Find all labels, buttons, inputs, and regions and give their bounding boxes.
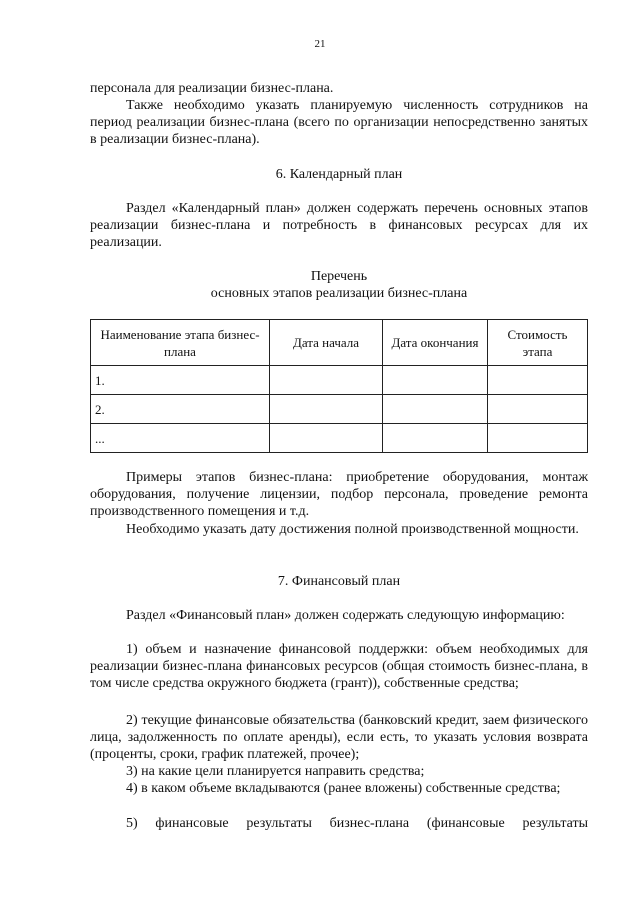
paragraph-full-capacity: Необходимо указать дату достижения полной производственной мощности. bbox=[126, 522, 579, 537]
paragraph-headcount: Также необходимо указать планируемую численность сотрудников на период реализации бизнес-плана (всего по организации непосредственно занятых в реализации бизнес-плана). bbox=[90, 98, 588, 147]
list-item-4: 4) в каком объеме вкладываются (ранее вложены) собственные средства; bbox=[126, 781, 561, 796]
table-cell bbox=[383, 424, 488, 453]
page-number: 21 bbox=[314, 38, 326, 50]
list-item-5: 5) финансовые результаты бизнес-плана (финансовые результаты bbox=[126, 816, 588, 831]
list-item-1: 1) объем и назначение финансовой поддержки: объем необходимых для реализации бизнес-плана финансовых ресурсов (общая стоимость бизнес-плана, в том числе средства окружного бюджета (грант)), собственные средства; bbox=[90, 642, 588, 691]
section-6-intro: Раздел «Календарный план» должен содержать перечень основных этапов реализации бизнес-плана и потребность в финансовых ресурсах для их реализации. bbox=[90, 201, 588, 250]
header-stage-cost: Стоимость этапа bbox=[488, 320, 588, 366]
table-row bbox=[91, 366, 588, 395]
header-start-date: Дата начала bbox=[270, 320, 383, 366]
table-cell: ... bbox=[91, 424, 270, 453]
paragraph-personnel-end: персонала для реализации бизнес-плана. bbox=[90, 81, 334, 96]
table-cell bbox=[488, 395, 588, 424]
table-cell bbox=[270, 424, 383, 453]
header-stage-name: Наименование этапа бизнес-плана bbox=[91, 320, 270, 366]
table-cell bbox=[488, 366, 588, 395]
table-header-row bbox=[91, 320, 588, 366]
table-cell bbox=[270, 395, 383, 424]
table-cell bbox=[383, 366, 488, 395]
table-cell: 2. bbox=[91, 395, 270, 424]
table-cell bbox=[488, 424, 588, 453]
table-caption-title: Перечень bbox=[310, 269, 368, 284]
table-row bbox=[91, 424, 588, 453]
section-6-title: 6. Календарный план bbox=[275, 167, 403, 182]
paragraph-stage-examples: Примеры этапов бизнес-плана: приобретение оборудования, монтаж оборудования, получение лицензии, подбор персонала, проведение ремонта производственного помещения и т.д. bbox=[90, 470, 588, 519]
section-7-title: 7. Финансовый план bbox=[277, 574, 401, 589]
stages-table bbox=[90, 319, 588, 453]
table-caption-subtitle: основных этапов реализации бизнес-плана bbox=[210, 286, 468, 301]
list-item-3: 3) на какие цели планируется направить средства; bbox=[126, 764, 425, 779]
table-row bbox=[91, 395, 588, 424]
table-cell: 1. bbox=[91, 366, 270, 395]
header-end-date: Дата окончания bbox=[383, 320, 488, 366]
list-item-2: 2) текущие финансовые обязательства (банковский кредит, заем физического лица, задолженность по оплате аренды), если есть, то указать условия возврата (проценты, сроки, график платежей, прочее); bbox=[90, 713, 588, 762]
section-7-intro: Раздел «Финансовый план» должен содержать следующую информацию: bbox=[126, 608, 565, 623]
table-cell bbox=[270, 366, 383, 395]
table-cell bbox=[383, 395, 488, 424]
